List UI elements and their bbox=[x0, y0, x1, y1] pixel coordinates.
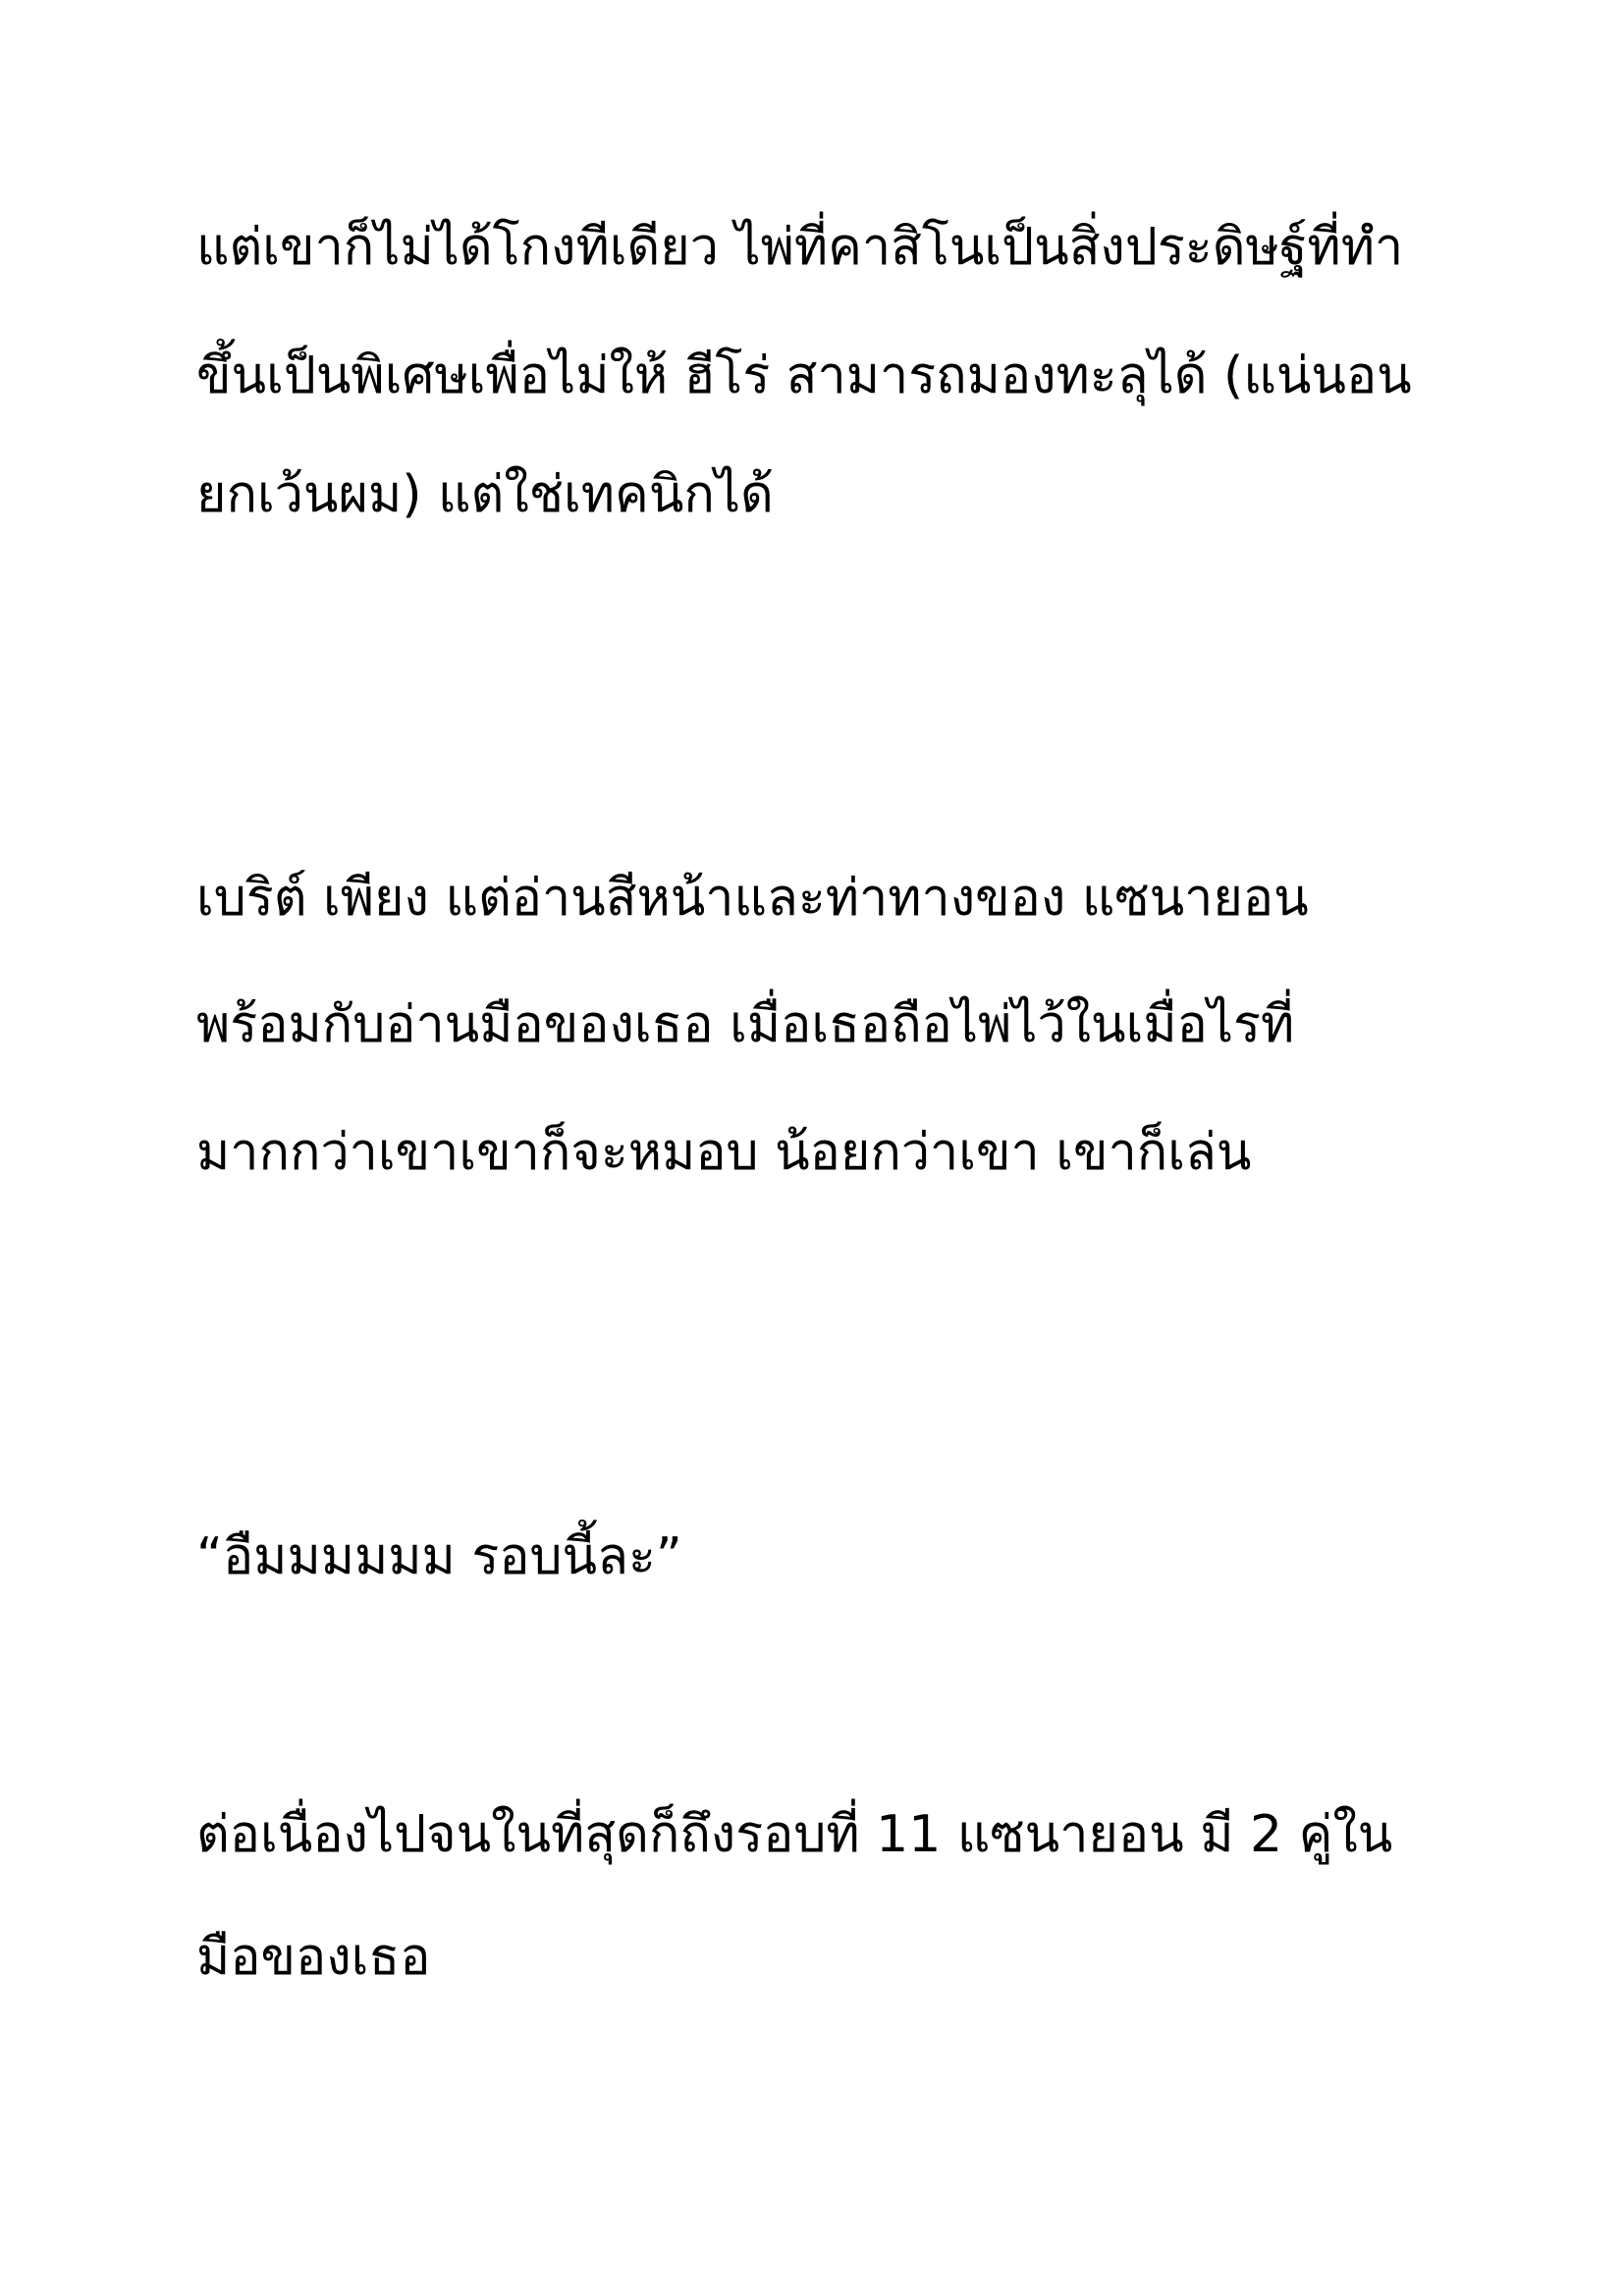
paragraph-3-line-1: ต่อเนื่องไปจนในที่สุดก็ถึงรอบที่ 11 แซนายอน มี 2 คู่ใน bbox=[196, 1805, 1393, 1864]
paragraph-2-line-2: พร้อมกับอ่านมือของเธอ เมื่อเธอถือไพ่ไว้ในเมื่อไรที่ bbox=[196, 995, 1295, 1054]
dialogue-line: “อืมมมมมม รอบนี้ละ” bbox=[196, 1527, 682, 1586]
paragraph-3-line-2: มือของเธอ bbox=[196, 1928, 431, 1987]
paragraph-1-line-2: ขึ้นเป็นพิเศษเพื่อไม่ให้ ฮีโร่ สามารถมองทะลุได้ (แน่นอน bbox=[196, 347, 1412, 405]
paragraph-1-line-1: แต่เขาก็ไม่ได้โกงทีเดียว ไพ่ที่คาสิโนเป็นสิ่งประดิษฐ์ที่ทำ bbox=[196, 218, 1404, 277]
paragraph-2-line-3: มากกว่าเขาเขาก็จะหมอบ น้อยกว่าเขา เขาก็เล่น bbox=[196, 1123, 1252, 1182]
paragraph-1-line-3: ยกเว้นผม) แต่ใช่เทคนิกได้ bbox=[196, 465, 774, 524]
paragraph-2-line-1: เบริต์ เพียง แต่อ่านสีหน้าและท่าทางของ แซนายอน bbox=[196, 869, 1309, 928]
